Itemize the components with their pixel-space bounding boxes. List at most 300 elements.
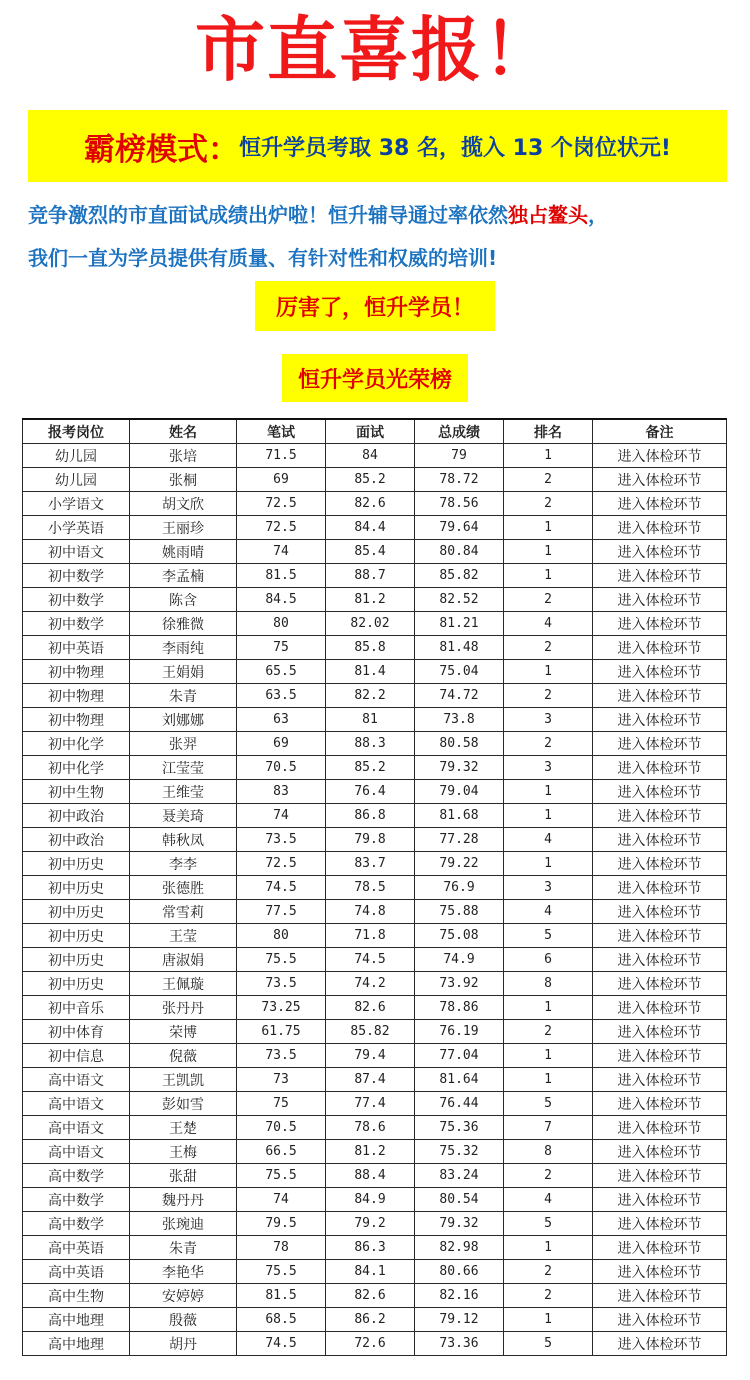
table-row bbox=[23, 996, 727, 1020]
table-cell: 79.5 bbox=[237, 1212, 326, 1236]
table-cell: 进入体检环节 bbox=[593, 804, 727, 828]
table-cell: 78.5 bbox=[326, 876, 415, 900]
table-cell: 张琬迪 bbox=[130, 1212, 237, 1236]
table-cell: 81.68 bbox=[415, 804, 504, 828]
table-cell: 进入体检环节 bbox=[593, 540, 727, 564]
table-cell: 1 bbox=[504, 852, 593, 876]
table-cell: 74 bbox=[237, 1188, 326, 1212]
table-row bbox=[23, 588, 727, 612]
table-cell: 朱青 bbox=[130, 1236, 237, 1260]
table-cell: 进入体检环节 bbox=[593, 1140, 727, 1164]
table-cell: 79 bbox=[415, 444, 504, 468]
banner-lead: 霸榜模式： bbox=[84, 131, 240, 168]
table-row bbox=[23, 1116, 727, 1140]
table-cell: 80.84 bbox=[415, 540, 504, 564]
table-cell: 4 bbox=[504, 1188, 593, 1212]
table-cell: 王凯凯 bbox=[130, 1068, 237, 1092]
table-cell: 进入体检环节 bbox=[593, 1260, 727, 1284]
table-cell: 5 bbox=[504, 924, 593, 948]
table-cell: 胡文欣 bbox=[130, 492, 237, 516]
cheer-badge: 厉害了，恒升学员！ bbox=[255, 281, 495, 331]
table-cell: 进入体检环节 bbox=[593, 924, 727, 948]
intro-line-1 bbox=[28, 200, 728, 230]
table-cell: 65.5 bbox=[237, 660, 326, 684]
table-cell: 77.4 bbox=[326, 1092, 415, 1116]
table-cell: 进入体检环节 bbox=[593, 1116, 727, 1140]
table-cell: 高中生物 bbox=[23, 1284, 130, 1308]
column-header: 排名 bbox=[504, 419, 593, 444]
table-cell: 张羿 bbox=[130, 732, 237, 756]
table-cell: 1 bbox=[504, 1044, 593, 1068]
table-cell: 85.82 bbox=[326, 1020, 415, 1044]
table-row bbox=[23, 708, 727, 732]
table-cell: 进入体检环节 bbox=[593, 900, 727, 924]
table-cell: 1 bbox=[504, 540, 593, 564]
table-cell: 79.12 bbox=[415, 1308, 504, 1332]
table-cell: 初中历史 bbox=[23, 972, 130, 996]
table-cell: 87.4 bbox=[326, 1068, 415, 1092]
table-cell: 4 bbox=[504, 900, 593, 924]
table-cell: 81.2 bbox=[326, 588, 415, 612]
table-cell: 75 bbox=[237, 636, 326, 660]
table-cell: 3 bbox=[504, 876, 593, 900]
table-cell: 6 bbox=[504, 948, 593, 972]
table-cell: 刘娜娜 bbox=[130, 708, 237, 732]
table-cell: 高中英语 bbox=[23, 1260, 130, 1284]
table-cell: 2 bbox=[504, 1164, 593, 1188]
table-cell: 81.21 bbox=[415, 612, 504, 636]
table-cell: 进入体检环节 bbox=[593, 1212, 727, 1236]
table-cell: 79.32 bbox=[415, 1212, 504, 1236]
table-cell: 2 bbox=[504, 636, 593, 660]
table-cell: 88.4 bbox=[326, 1164, 415, 1188]
table-cell: 进入体检环节 bbox=[593, 996, 727, 1020]
table-cell: 73.5 bbox=[237, 972, 326, 996]
table-cell: 进入体检环节 bbox=[593, 756, 727, 780]
table-cell: 初中历史 bbox=[23, 876, 130, 900]
table-cell: 安婷婷 bbox=[130, 1284, 237, 1308]
table-cell: 84.5 bbox=[237, 588, 326, 612]
table-cell: 荣博 bbox=[130, 1020, 237, 1044]
table-cell: 79.64 bbox=[415, 516, 504, 540]
table-cell: 2 bbox=[504, 588, 593, 612]
table-cell: 1 bbox=[504, 444, 593, 468]
table-cell: 李雨纯 bbox=[130, 636, 237, 660]
table-cell: 79.22 bbox=[415, 852, 504, 876]
table-cell: 73.5 bbox=[237, 828, 326, 852]
table-cell: 86.8 bbox=[326, 804, 415, 828]
table-cell: 初中语文 bbox=[23, 540, 130, 564]
table-cell: 2 bbox=[504, 1020, 593, 1044]
table-cell: 1 bbox=[504, 1236, 593, 1260]
column-header: 面试 bbox=[326, 419, 415, 444]
table-cell: 82.16 bbox=[415, 1284, 504, 1308]
table-cell: 73.25 bbox=[237, 996, 326, 1020]
table-body bbox=[23, 444, 727, 1356]
table-cell: 63.5 bbox=[237, 684, 326, 708]
table-row bbox=[23, 924, 727, 948]
table-row bbox=[23, 828, 727, 852]
table-cell: 初中物理 bbox=[23, 660, 130, 684]
table-cell: 进入体检环节 bbox=[593, 972, 727, 996]
table-cell: 77.5 bbox=[237, 900, 326, 924]
table-cell: 徐雅微 bbox=[130, 612, 237, 636]
table-cell: 张德胜 bbox=[130, 876, 237, 900]
table-cell: 1 bbox=[504, 996, 593, 1020]
table-cell: 李孟楠 bbox=[130, 564, 237, 588]
table-cell: 74.5 bbox=[237, 1332, 326, 1356]
table-cell: 85.2 bbox=[326, 468, 415, 492]
table-cell: 王梅 bbox=[130, 1140, 237, 1164]
table-cell: 进入体检环节 bbox=[593, 708, 727, 732]
table-cell: 进入体检环节 bbox=[593, 1308, 727, 1332]
table-cell: 74.5 bbox=[237, 876, 326, 900]
table-row bbox=[23, 948, 727, 972]
table-cell: 张桐 bbox=[130, 468, 237, 492]
table-cell: 进入体检环节 bbox=[593, 636, 727, 660]
table-cell: 84 bbox=[326, 444, 415, 468]
table-cell: 73.36 bbox=[415, 1332, 504, 1356]
table-row bbox=[23, 492, 727, 516]
table-cell: 81.2 bbox=[326, 1140, 415, 1164]
table-row bbox=[23, 1260, 727, 1284]
table-cell: 陈含 bbox=[130, 588, 237, 612]
table-cell: 初中历史 bbox=[23, 924, 130, 948]
table-cell: 倪薇 bbox=[130, 1044, 237, 1068]
table-cell: 李艳华 bbox=[130, 1260, 237, 1284]
table-cell: 进入体检环节 bbox=[593, 588, 727, 612]
table-cell: 81.48 bbox=[415, 636, 504, 660]
table-cell: 74.8 bbox=[326, 900, 415, 924]
table-cell: 进入体检环节 bbox=[593, 1044, 727, 1068]
table-cell: 74.9 bbox=[415, 948, 504, 972]
table-cell: 74.5 bbox=[326, 948, 415, 972]
column-header: 笔试 bbox=[237, 419, 326, 444]
table-cell: 进入体检环节 bbox=[593, 828, 727, 852]
table-cell: 进入体检环节 bbox=[593, 492, 727, 516]
table-cell: 高中英语 bbox=[23, 1236, 130, 1260]
table-cell: 进入体检环节 bbox=[593, 564, 727, 588]
table-cell: 王丽珍 bbox=[130, 516, 237, 540]
table-cell: 88.3 bbox=[326, 732, 415, 756]
table-cell: 73 bbox=[237, 1068, 326, 1092]
table-cell: 王楚 bbox=[130, 1116, 237, 1140]
table-cell: 72.5 bbox=[237, 852, 326, 876]
table-cell: 74 bbox=[237, 804, 326, 828]
table-cell: 幼儿园 bbox=[23, 468, 130, 492]
table-cell: 75.88 bbox=[415, 900, 504, 924]
table-cell: 王莹 bbox=[130, 924, 237, 948]
table-cell: 进入体检环节 bbox=[593, 1332, 727, 1356]
table-cell: 5 bbox=[504, 1212, 593, 1236]
table-cell: 魏丹丹 bbox=[130, 1188, 237, 1212]
table-cell: 82.6 bbox=[326, 492, 415, 516]
table-cell: 76.19 bbox=[415, 1020, 504, 1044]
table-cell: 8 bbox=[504, 1140, 593, 1164]
intro-line-1-end: ， bbox=[588, 203, 608, 227]
table-cell: 小学英语 bbox=[23, 516, 130, 540]
table-cell: 常雪莉 bbox=[130, 900, 237, 924]
table-cell: 进入体检环节 bbox=[593, 468, 727, 492]
table-row bbox=[23, 804, 727, 828]
table-cell: 初中历史 bbox=[23, 852, 130, 876]
table-cell: 初中生物 bbox=[23, 780, 130, 804]
table-cell: 75.5 bbox=[237, 1164, 326, 1188]
table-cell: 70.5 bbox=[237, 1116, 326, 1140]
table-row bbox=[23, 564, 727, 588]
table-cell: 高中数学 bbox=[23, 1164, 130, 1188]
table-row bbox=[23, 1140, 727, 1164]
table-cell: 75.04 bbox=[415, 660, 504, 684]
table-cell: 83 bbox=[237, 780, 326, 804]
table-cell: 殷薇 bbox=[130, 1308, 237, 1332]
table-cell: 1 bbox=[504, 1068, 593, 1092]
table-row bbox=[23, 1068, 727, 1092]
table-cell: 79.04 bbox=[415, 780, 504, 804]
table-cell: 72.6 bbox=[326, 1332, 415, 1356]
table-row bbox=[23, 1236, 727, 1260]
table-cell: 唐淑娟 bbox=[130, 948, 237, 972]
table-cell: 80.66 bbox=[415, 1260, 504, 1284]
table-cell: 75.5 bbox=[237, 1260, 326, 1284]
table-cell: 初中体育 bbox=[23, 1020, 130, 1044]
table-cell: 2 bbox=[504, 492, 593, 516]
table-cell: 80.58 bbox=[415, 732, 504, 756]
table-cell: 81.64 bbox=[415, 1068, 504, 1092]
page-title: 市直喜报！ bbox=[195, 9, 555, 91]
table-cell: 初中历史 bbox=[23, 948, 130, 972]
table-cell: 72.5 bbox=[237, 516, 326, 540]
table-cell: 1 bbox=[504, 660, 593, 684]
table-cell: 82.6 bbox=[326, 1284, 415, 1308]
table-cell: 进入体检环节 bbox=[593, 660, 727, 684]
table-row bbox=[23, 1092, 727, 1116]
table-cell: 进入体检环节 bbox=[593, 852, 727, 876]
table-header-row bbox=[23, 419, 727, 444]
table-cell: 1 bbox=[504, 780, 593, 804]
table-cell: 81.4 bbox=[326, 660, 415, 684]
table-cell: 初中政治 bbox=[23, 804, 130, 828]
table-row bbox=[23, 636, 727, 660]
table-cell: 高中数学 bbox=[23, 1188, 130, 1212]
table-row bbox=[23, 1164, 727, 1188]
table-cell: 80 bbox=[237, 612, 326, 636]
results-table bbox=[22, 418, 727, 1356]
table-cell: 王佩璇 bbox=[130, 972, 237, 996]
table-cell: 小学语文 bbox=[23, 492, 130, 516]
table-cell: 85.4 bbox=[326, 540, 415, 564]
table-cell: 79.2 bbox=[326, 1212, 415, 1236]
table-row bbox=[23, 876, 727, 900]
table-cell: 聂美琦 bbox=[130, 804, 237, 828]
table-cell: 5 bbox=[504, 1332, 593, 1356]
table-cell: 2 bbox=[504, 1284, 593, 1308]
table-row bbox=[23, 468, 727, 492]
table-cell: 初中物理 bbox=[23, 708, 130, 732]
table-cell: 66.5 bbox=[237, 1140, 326, 1164]
table-cell: 79.4 bbox=[326, 1044, 415, 1068]
table-cell: 75.08 bbox=[415, 924, 504, 948]
table-cell: 初中历史 bbox=[23, 900, 130, 924]
table-cell: 初中化学 bbox=[23, 756, 130, 780]
table-row bbox=[23, 1212, 727, 1236]
table-cell: 74 bbox=[237, 540, 326, 564]
table-cell: 幼儿园 bbox=[23, 444, 130, 468]
table-cell: 李李 bbox=[130, 852, 237, 876]
table-cell: 高中数学 bbox=[23, 1212, 130, 1236]
table-cell: 张甜 bbox=[130, 1164, 237, 1188]
table-cell: 68.5 bbox=[237, 1308, 326, 1332]
table-cell: 初中信息 bbox=[23, 1044, 130, 1068]
table-cell: 69 bbox=[237, 468, 326, 492]
table-cell: 80 bbox=[237, 924, 326, 948]
banner-text: 恒升学员考取 38 名，揽入 13 个岗位状元! bbox=[239, 135, 671, 161]
table-cell: 进入体检环节 bbox=[593, 516, 727, 540]
table-cell: 进入体检环节 bbox=[593, 1236, 727, 1260]
headline-banner bbox=[28, 110, 727, 182]
table-cell: 韩秋凤 bbox=[130, 828, 237, 852]
table-cell: 进入体检环节 bbox=[593, 612, 727, 636]
table-row bbox=[23, 1020, 727, 1044]
table-row bbox=[23, 540, 727, 564]
table-row bbox=[23, 1188, 727, 1212]
table-cell: 74.72 bbox=[415, 684, 504, 708]
table-cell: 78.72 bbox=[415, 468, 504, 492]
table-cell: 82.98 bbox=[415, 1236, 504, 1260]
table-cell: 江莹莹 bbox=[130, 756, 237, 780]
table-cell: 王娟娟 bbox=[130, 660, 237, 684]
table-cell: 77.28 bbox=[415, 828, 504, 852]
table-cell: 85.2 bbox=[326, 756, 415, 780]
table-cell: 81.5 bbox=[237, 564, 326, 588]
table-cell: 初中化学 bbox=[23, 732, 130, 756]
table-cell: 初中数学 bbox=[23, 612, 130, 636]
table-cell: 84.9 bbox=[326, 1188, 415, 1212]
table-cell: 高中语文 bbox=[23, 1068, 130, 1092]
table-cell: 初中数学 bbox=[23, 564, 130, 588]
table-row bbox=[23, 660, 727, 684]
table-cell: 73.8 bbox=[415, 708, 504, 732]
table-row bbox=[23, 612, 727, 636]
table-cell: 进入体检环节 bbox=[593, 876, 727, 900]
table-cell: 进入体检环节 bbox=[593, 780, 727, 804]
table-cell: 77.04 bbox=[415, 1044, 504, 1068]
table-cell: 初中音乐 bbox=[23, 996, 130, 1020]
table-cell: 72.5 bbox=[237, 492, 326, 516]
table-cell: 69 bbox=[237, 732, 326, 756]
table-cell: 4 bbox=[504, 612, 593, 636]
table-cell: 高中语文 bbox=[23, 1092, 130, 1116]
honor-board-title: 恒升学员光荣榜 bbox=[282, 354, 468, 402]
table-cell: 进入体检环节 bbox=[593, 948, 727, 972]
table-cell: 82.02 bbox=[326, 612, 415, 636]
table-cell: 82.52 bbox=[415, 588, 504, 612]
table-row bbox=[23, 444, 727, 468]
table-cell: 78.56 bbox=[415, 492, 504, 516]
table-cell: 75.36 bbox=[415, 1116, 504, 1140]
table-cell: 71.5 bbox=[237, 444, 326, 468]
table-cell: 76.44 bbox=[415, 1092, 504, 1116]
table-cell: 73.5 bbox=[237, 1044, 326, 1068]
table-cell: 高中语文 bbox=[23, 1116, 130, 1140]
table-cell: 85.82 bbox=[415, 564, 504, 588]
table-cell: 朱青 bbox=[130, 684, 237, 708]
table-cell: 81.5 bbox=[237, 1284, 326, 1308]
table-cell: 1 bbox=[504, 516, 593, 540]
table-cell: 71.8 bbox=[326, 924, 415, 948]
table-cell: 78.86 bbox=[415, 996, 504, 1020]
table-row bbox=[23, 1284, 727, 1308]
table-cell: 75.32 bbox=[415, 1140, 504, 1164]
table-row bbox=[23, 684, 727, 708]
table-cell: 4 bbox=[504, 828, 593, 852]
table-cell: 61.75 bbox=[237, 1020, 326, 1044]
table-cell: 进入体检环节 bbox=[593, 1188, 727, 1212]
table-cell: 进入体检环节 bbox=[593, 1020, 727, 1044]
intro-highlight: 独占鳌头 bbox=[508, 203, 588, 227]
table-row bbox=[23, 1308, 727, 1332]
table-row bbox=[23, 516, 727, 540]
table-cell: 2 bbox=[504, 1260, 593, 1284]
intro-line-1-text: 竞争激烈的市直面试成绩出炉啦！恒升辅导通过率依然 bbox=[28, 203, 508, 227]
table-cell: 初中英语 bbox=[23, 636, 130, 660]
table-cell: 3 bbox=[504, 756, 593, 780]
table-row bbox=[23, 732, 727, 756]
table-cell: 63 bbox=[237, 708, 326, 732]
table-row bbox=[23, 1332, 727, 1356]
table-cell: 彭如雪 bbox=[130, 1092, 237, 1116]
column-header: 姓名 bbox=[130, 419, 237, 444]
table-cell: 79.8 bbox=[326, 828, 415, 852]
table-cell: 姚雨晴 bbox=[130, 540, 237, 564]
table-cell: 高中语文 bbox=[23, 1140, 130, 1164]
table-cell: 78 bbox=[237, 1236, 326, 1260]
table-cell: 进入体检环节 bbox=[593, 1092, 727, 1116]
table-cell: 5 bbox=[504, 1092, 593, 1116]
table-cell: 初中物理 bbox=[23, 684, 130, 708]
table-cell: 高中地理 bbox=[23, 1332, 130, 1356]
table-cell: 84.1 bbox=[326, 1260, 415, 1284]
table-cell: 78.6 bbox=[326, 1116, 415, 1140]
table-row bbox=[23, 852, 727, 876]
table-row bbox=[23, 780, 727, 804]
table-cell: 83.7 bbox=[326, 852, 415, 876]
table-cell: 2 bbox=[504, 468, 593, 492]
table-cell: 85.8 bbox=[326, 636, 415, 660]
table-cell: 75 bbox=[237, 1092, 326, 1116]
table-cell: 王维莹 bbox=[130, 780, 237, 804]
table-cell: 高中地理 bbox=[23, 1308, 130, 1332]
table-cell: 7 bbox=[504, 1116, 593, 1140]
table-cell: 86.3 bbox=[326, 1236, 415, 1260]
table-cell: 1 bbox=[504, 1308, 593, 1332]
table-cell: 73.92 bbox=[415, 972, 504, 996]
table-cell: 70.5 bbox=[237, 756, 326, 780]
table-cell: 81 bbox=[326, 708, 415, 732]
table-cell: 胡丹 bbox=[130, 1332, 237, 1356]
table-cell: 进入体检环节 bbox=[593, 444, 727, 468]
table-cell: 1 bbox=[504, 564, 593, 588]
table-cell: 1 bbox=[504, 804, 593, 828]
table-row bbox=[23, 756, 727, 780]
table-cell: 84.4 bbox=[326, 516, 415, 540]
table-cell: 3 bbox=[504, 708, 593, 732]
table-cell: 88.7 bbox=[326, 564, 415, 588]
table-cell: 进入体检环节 bbox=[593, 684, 727, 708]
table-cell: 74.2 bbox=[326, 972, 415, 996]
table-cell: 2 bbox=[504, 684, 593, 708]
table-row bbox=[23, 972, 727, 996]
